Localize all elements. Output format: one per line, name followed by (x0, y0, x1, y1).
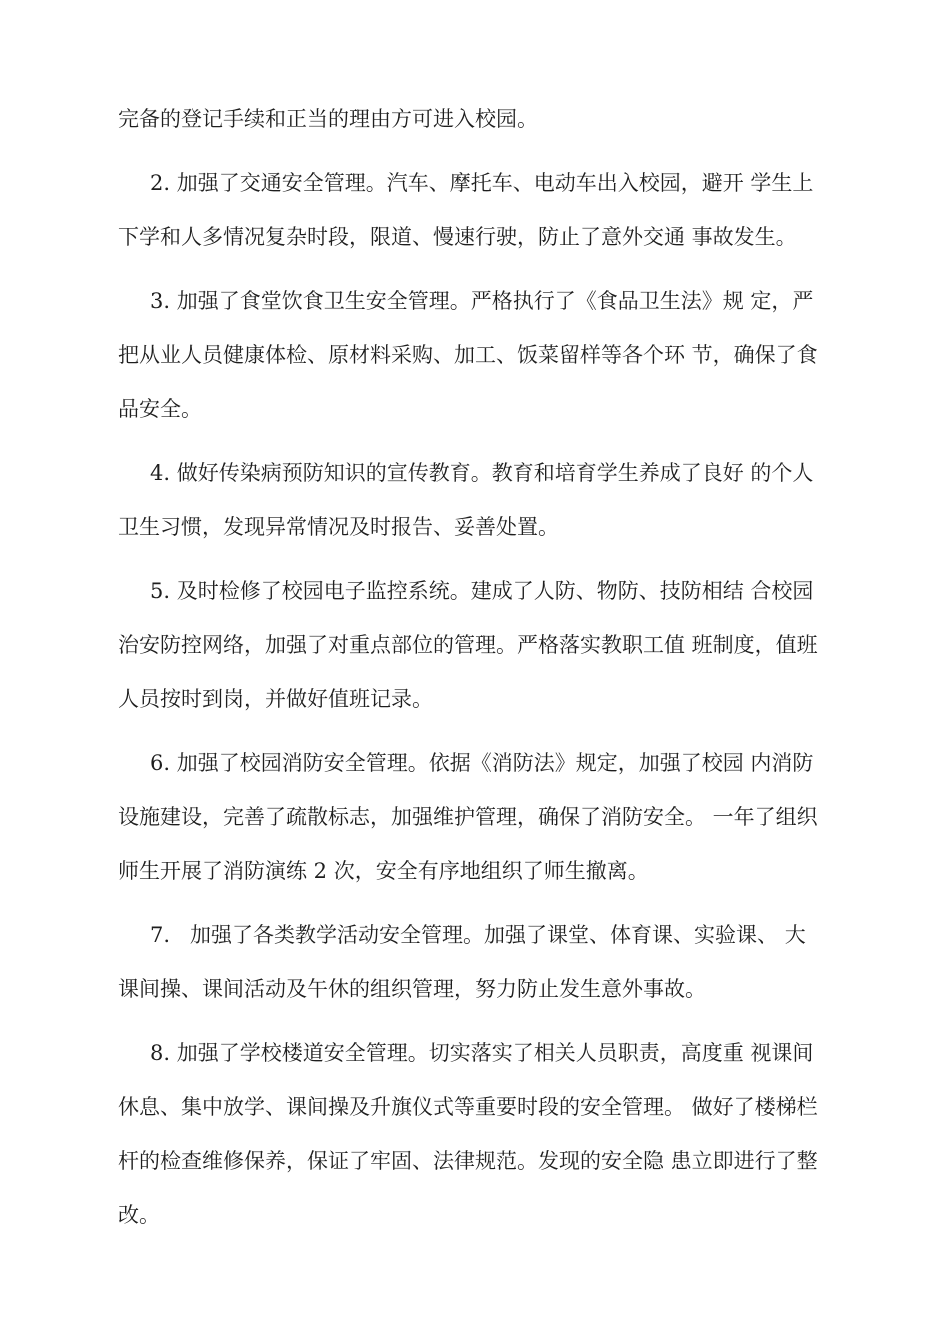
paragraph-8-line: 8. 加强了学校楼道安全管理。切实落实了相关人员职责，高度重 视课间 (150, 1041, 814, 1065)
paragraph-7-line: 7. 加强了各类教学活动安全管理。加强了课堂、体育课、实验课、 大 (150, 923, 806, 947)
text-line: 品安全。 (118, 397, 202, 421)
paragraph-5-line: 5. 及时检修了校园电子监控系统。建成了人防、物防、技防相结 合校园 (150, 579, 814, 603)
text-line: 杆的检查维修保养，保证了牢固、法律规范。发现的安全隐 患立即进行了整 (118, 1149, 818, 1173)
paragraph-4-line: 4. 做好传染病预防知识的宣传教育。教育和培育学生养成了良好 的个人 (150, 461, 814, 485)
text-line: 卫生习惯，发现异常情况及时报告、妥善处置。 (118, 515, 559, 539)
text-line: 师生开展了消防演练 2 次，安全有序地组织了师生撤离。 (118, 859, 649, 883)
text-line: 下学和人多情况复杂时段，限道、慢速行驶，防止了意外交通 事故发生。 (118, 225, 797, 249)
text-line: 治安防控网络，加强了对重点部位的管理。严格落实教职工值 班制度，值班 (118, 633, 818, 657)
text-line: 改。 (118, 1203, 160, 1227)
text-line: 人员按时到岗，并做好值班记录。 (118, 687, 433, 711)
text-line: 课间操、课间活动及午休的组织管理，努力防止发生意外事故。 (118, 977, 706, 1001)
text-line: 完备的登记手续和正当的理由方可进入校园。 (118, 107, 538, 131)
paragraph-2-line: 2. 加强了交通安全管理。汽车、摩托车、电动车出入校园，避开 学生上 (150, 171, 814, 195)
text-line: 设施建设，完善了疏散标志，加强维护管理，确保了消防安全。 一年了组织 (118, 805, 818, 829)
text-line: 休息、集中放学、课间操及升旗仪式等重要时段的安全管理。 做好了楼梯栏 (118, 1095, 818, 1119)
text-line: 把从业人员健康体检、原材料采购、加工、饭菜留样等各个环 节，确保了食 (118, 343, 818, 367)
paragraph-3-line: 3. 加强了食堂饮食卫生安全管理。严格执行了《食品卫生法》规 定，严 (150, 289, 814, 313)
paragraph-6-line: 6. 加强了校园消防安全管理。依据《消防法》规定，加强了校园 内消防 (150, 751, 814, 775)
